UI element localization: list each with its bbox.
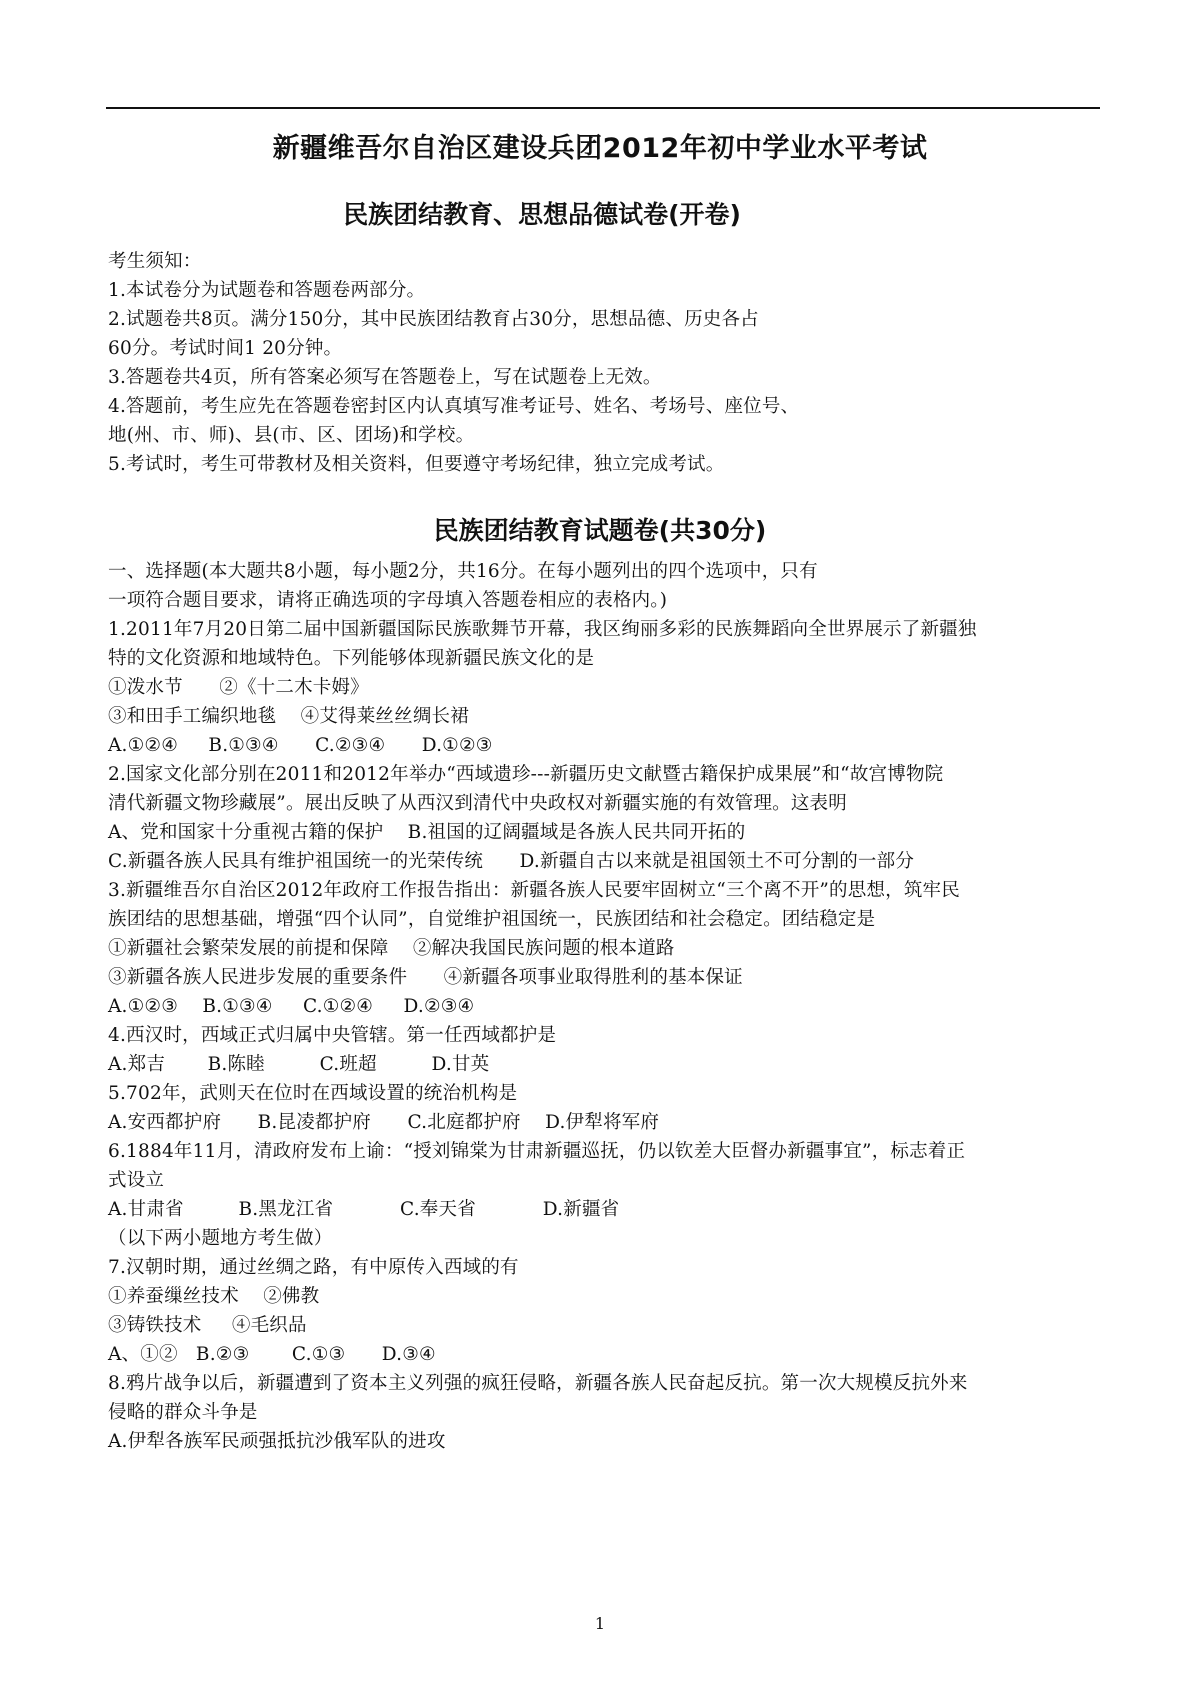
header-rule — [106, 107, 1100, 109]
exam-title: 新疆维吾尔自治区建设兵团2012年初中学业水平考试 — [272, 133, 928, 164]
question-line: 1.2011年7月20日第二届中国新疆国际民族歌舞节开幕，我区绚丽多彩的民族舞蹈向全世界展示了新疆独 — [108, 619, 977, 640]
section-intro: 一、选择题(本大题共8小题，每小题2分，共16分。在每小题列出的四个选项中，只有 — [108, 561, 818, 582]
question-line: A.安西都护府 B.昆凌都护府 C.北庭都护府 D.伊犁将军府 — [108, 1112, 660, 1133]
question-line: C.新疆各族人民具有维护祖国统一的光荣传统 D.新疆自古以来就是祖国领土不可分割的一部分 — [108, 851, 915, 872]
question-line: ③铸铁技术 ④毛织品 — [108, 1315, 307, 1336]
notice-item: 3.答题卷共4页，所有答案必须写在答题卷上，写在试题卷上无效。 — [108, 367, 662, 388]
question-line: （以下两小题地方考生做） — [108, 1228, 333, 1249]
question-line: 4.西汉时，西域正式归属中央管辖。第一任西域都护是 — [108, 1025, 557, 1046]
question-line: A.①②④ B.①③④ C.②③④ D.①②③ — [108, 735, 493, 756]
question-line: A.甘肃省 B.黑龙江省 C.奉天省 D.新疆省 — [108, 1199, 620, 1220]
section-intro: 一项符合题目要求，请将正确选项的字母填入答题卷相应的表格内。) — [108, 590, 668, 611]
question-line: A、党和国家十分重视古籍的保护 B.祖国的辽阔疆域是各族人民共同开拓的 — [108, 822, 746, 843]
question-line: 清代新疆文物珍藏展”。展出反映了从西汉到清代中央政权对新疆实施的有效管理。这表明 — [108, 793, 847, 814]
notice-item: 1.本试卷分为试题卷和答题卷两部分。 — [108, 280, 426, 301]
question-line: 特的文化资源和地域特色。下列能够体现新疆民族文化的是 — [108, 648, 595, 669]
question-line: ③和田手工编织地毯 ④艾得莱丝丝绸长裙 — [108, 706, 469, 727]
question-line: ①养蚕缫丝技术 ②佛教 — [108, 1286, 320, 1307]
question-line: ①新疆社会繁荣发展的前提和保障 ②解决我国民族问题的根本道路 — [108, 938, 675, 959]
notice-item: 地(州、市、师)、县(市、区、团场)和学校。 — [108, 425, 475, 446]
paper-subtitle: 民族团结教育、思想品德试卷(开卷) — [343, 200, 741, 229]
question-line: A、①② B.②③ C.①③ D.③④ — [108, 1344, 436, 1365]
question-line: A.伊犁各族军民顽强抵抗沙俄军队的进攻 — [108, 1431, 446, 1452]
question-line: 7.汉朝时期，通过丝绸之路，有中原传入西域的有 — [108, 1257, 519, 1278]
question-line: 式设立 — [108, 1170, 165, 1191]
notice-item: 5.考试时，考生可带教材及相关资料，但要遵守考场纪律，独立完成考试。 — [108, 454, 725, 475]
question-line: A.①②③ B.①③④ C.①②④ D.②③④ — [108, 996, 475, 1017]
notice-item: 60分。考试时间1 20分钟。 — [108, 338, 343, 359]
question-line: ①泼水节 ②《十二木卡姆》 — [108, 677, 369, 698]
notice-heading: 考生须知： — [108, 251, 202, 272]
question-line: 8.鸦片战争以后，新疆遭到了资本主义列强的疯狂侵略，新疆各族人民奋起反抗。第一次大规模反抗外来 — [108, 1373, 968, 1394]
question-line: 6.1884年11月，清政府发布上谕：“授刘锦棠为甘肃新疆巡抚，仍以钦差大臣督办新疆事宜”，标志着正 — [108, 1141, 966, 1162]
question-line: ③新疆各族人民进步发展的重要条件 ④新疆各项事业取得胜利的基本保证 — [108, 967, 743, 988]
page-number: 1 — [594, 1614, 606, 1633]
notice-item: 2.试题卷共8页。满分150分，其中民族团结教育占30分，思想品德、历史各占 — [108, 309, 759, 330]
question-line: 5.702年，武则天在位时在西域设置的统治机构是 — [108, 1083, 518, 1104]
section-heading: 民族团结教育试题卷(共30分) — [433, 516, 767, 545]
question-line: 侵略的群众斗争是 — [108, 1402, 258, 1423]
question-line: 3.新疆维吾尔自治区2012年政府工作报告指出：新疆各族人民要牢固树立“三个离不开”的思想，筑牢民 — [108, 880, 960, 901]
question-line: 族团结的思想基础，增强“四个认同”，自觉维护祖国统一，民族团结和社会稳定。团结稳定是 — [108, 909, 876, 930]
question-line: 2.国家文化部分别在2011和2012年举办“西域遗珍---新疆历史文献暨古籍保护成果展”和“故宫博物院 — [108, 764, 944, 785]
notice-item: 4.答题前，考生应先在答题卷密封区内认真填写准考证号、姓名、考场号、座位号、 — [108, 396, 800, 417]
question-line: A.郑吉 B.陈睦 C.班超 D.甘英 — [108, 1054, 490, 1075]
